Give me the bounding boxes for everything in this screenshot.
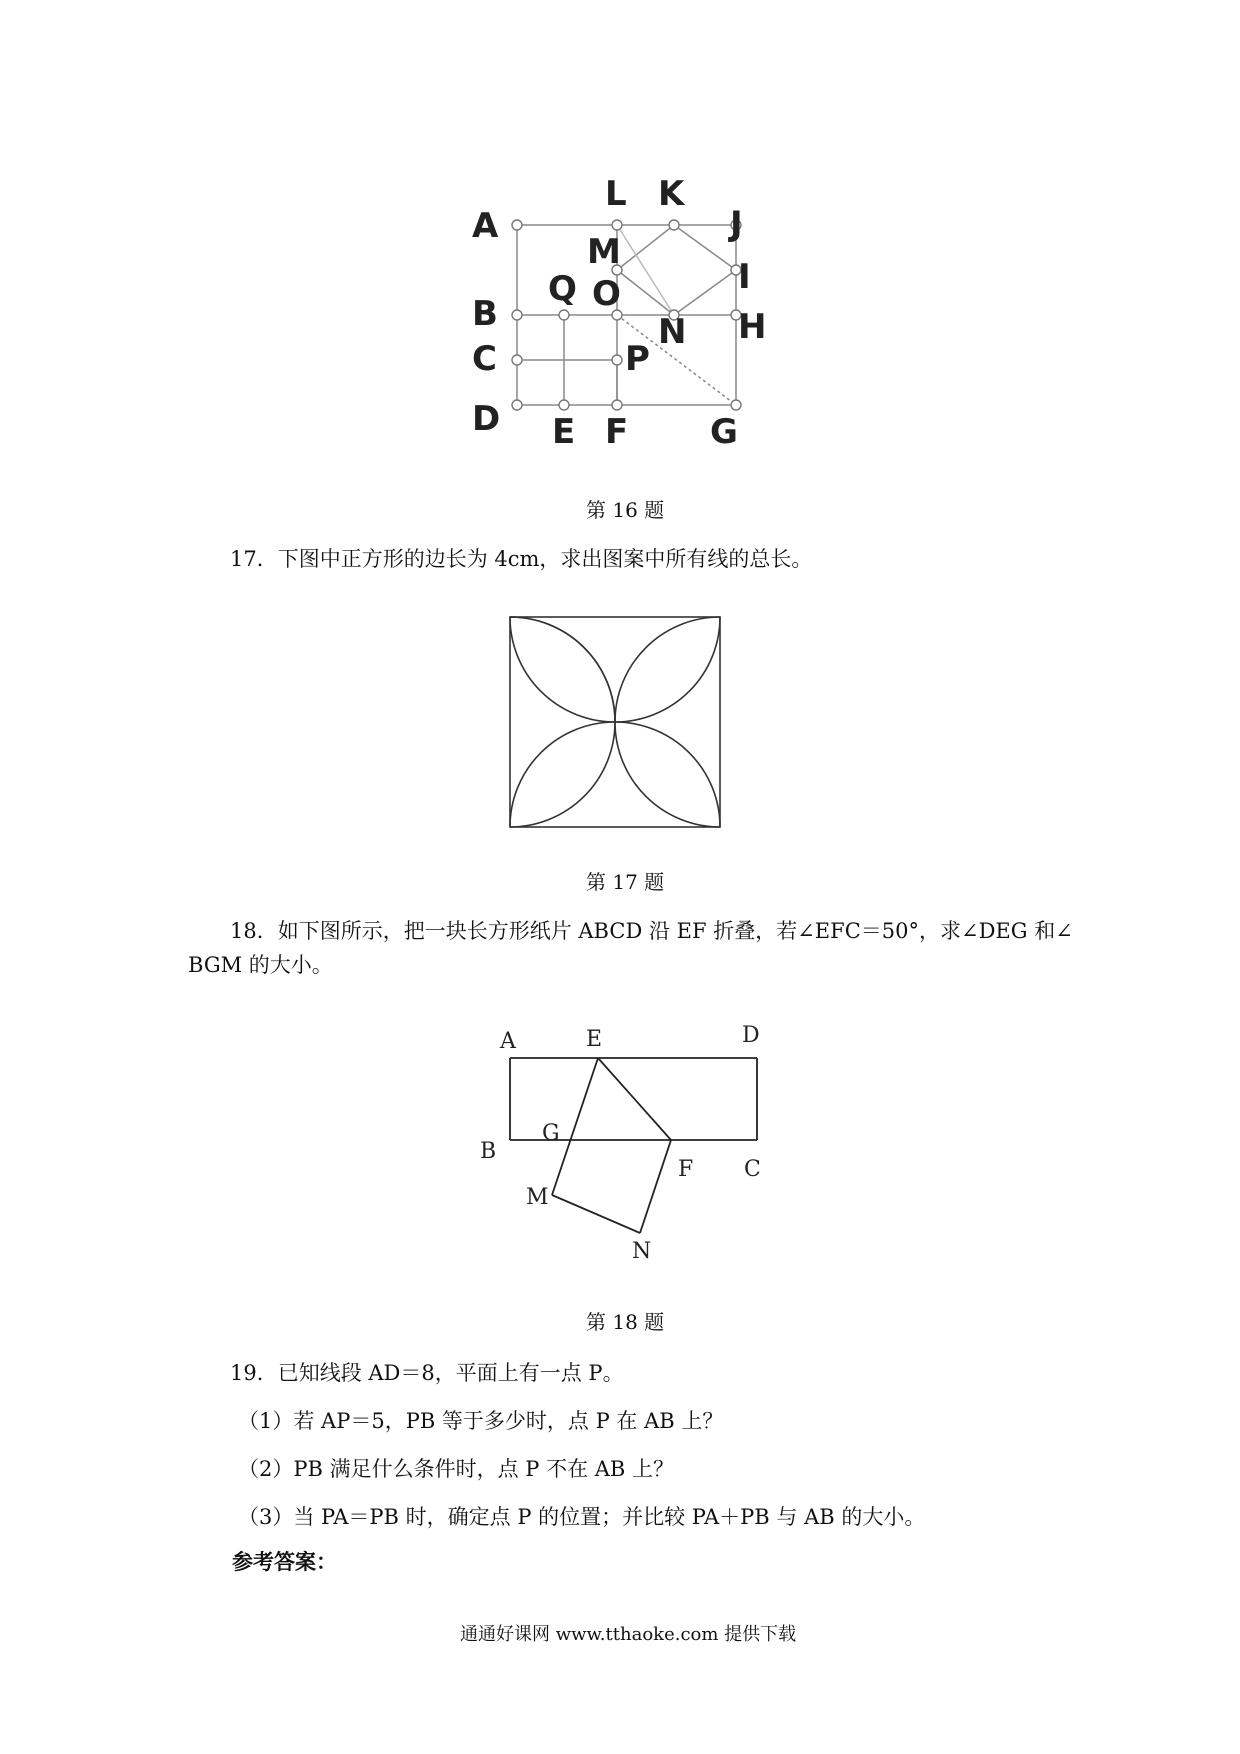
- question-19-part-3: （3）当 PA＝PB 时，确定点 P 的位置；并比较 PA＋PB 与 AB 的大小。: [238, 1505, 926, 1529]
- label-m: M: [587, 232, 621, 272]
- question-19-part-1: （1）若 AP＝5，PB 等于多少时，点 P 在 AB 上？: [238, 1409, 724, 1433]
- label-e: E: [586, 1027, 603, 1052]
- label-a: A: [472, 206, 499, 246]
- answer-heading: 参考答案：: [232, 1549, 337, 1574]
- label-c: C: [744, 1157, 761, 1182]
- page-footer: 通通好课网 www.tthaoke.com 提供下载: [460, 1624, 797, 1645]
- label-d: D: [472, 399, 501, 439]
- label-f: F: [605, 412, 629, 452]
- figure-17-caption: 第 17 题: [586, 870, 665, 894]
- label-j: J: [730, 204, 743, 244]
- question-17-text: 17．下图中正方形的边长为 4cm，求出图案中所有线的总长。: [230, 547, 813, 571]
- label-f: F: [678, 1157, 694, 1182]
- question-18-text-line1: 18．如下图所示，把一块长方形纸片 ABCD 沿 EF 折叠，若∠EFC＝50°，求∠DEG 和∠: [230, 919, 1073, 943]
- label-l: L: [605, 174, 627, 214]
- figure-16-grid-diagram: [440, 160, 800, 470]
- label-m: M: [526, 1185, 549, 1210]
- label-d: D: [742, 1023, 760, 1048]
- question-19-part-2: （2）PB 满足什么条件时，点 P 不在 AB 上？: [238, 1457, 675, 1481]
- label-n: N: [658, 312, 687, 352]
- label-g: G: [542, 1121, 560, 1146]
- label-a: A: [500, 1029, 516, 1054]
- label-g: G: [710, 412, 738, 452]
- label-h: H: [738, 307, 767, 347]
- figure-17-square-arcs: [505, 612, 725, 832]
- question-18-text-line2: BGM 的大小。: [188, 953, 333, 977]
- label-p: P: [625, 339, 650, 379]
- label-q: Q: [548, 269, 577, 309]
- label-b: B: [480, 1139, 497, 1164]
- label-o: O: [592, 274, 621, 314]
- label-i: I: [738, 257, 751, 297]
- figure-18-caption: 第 18 题: [586, 1310, 665, 1334]
- figure-18-folded-rectangle: [470, 1018, 790, 1268]
- label-c: C: [472, 339, 497, 379]
- question-19-stem: 19．已知线段 AD＝8，平面上有一点 P。: [230, 1361, 624, 1385]
- label-e: E: [552, 412, 576, 452]
- label-b: B: [472, 294, 498, 334]
- figure-16-caption: 第 16 题: [586, 498, 665, 522]
- label-n: N: [632, 1239, 652, 1264]
- label-k: K: [658, 174, 685, 214]
